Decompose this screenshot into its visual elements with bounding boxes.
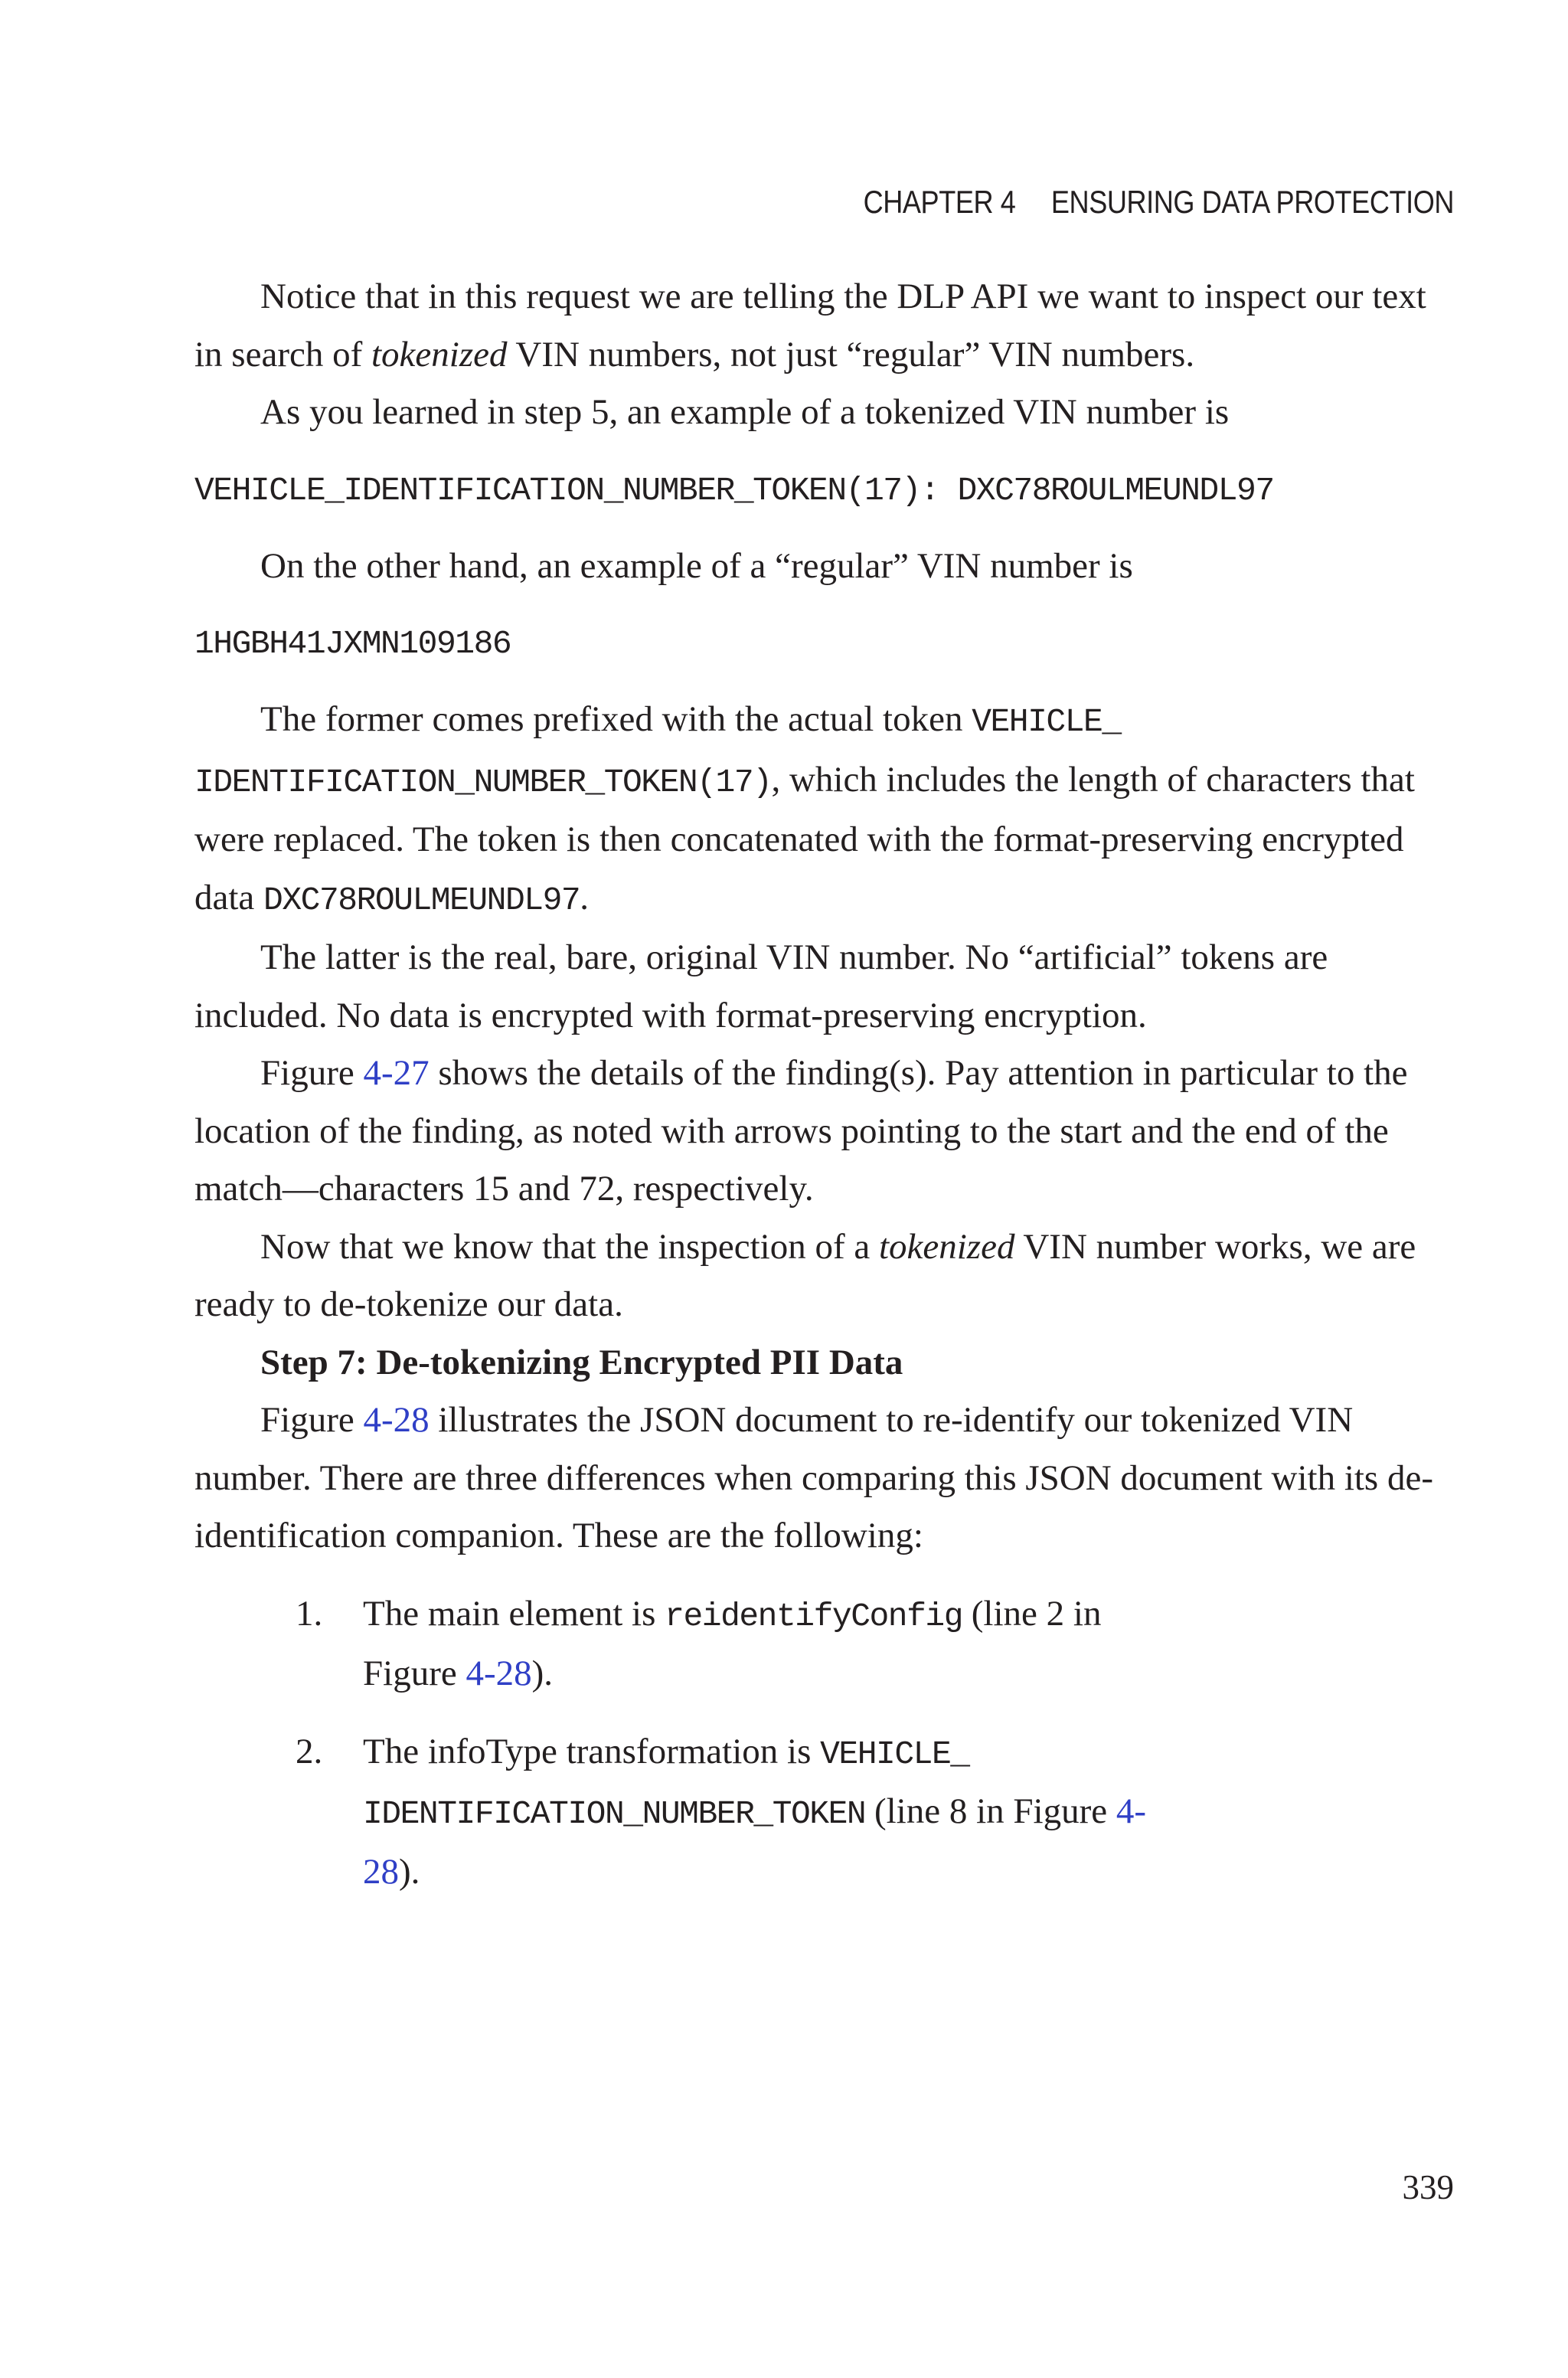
list-number: 1.: [296, 1593, 323, 1634]
text-run: (line 2 in Figure: [363, 1593, 1102, 1693]
running-head: [864, 184, 1454, 221]
inline-code: IDENTIFICATION_NUMBER_TOKEN: [363, 1795, 866, 1833]
code-example-regular: 1HGBH41JXMN109186: [194, 625, 511, 662]
text-run: Figure: [260, 1053, 364, 1093]
figure-link-4-28[interactable]: 4-28: [466, 1653, 532, 1693]
text-run: The main element is: [363, 1593, 665, 1634]
text-run: ).: [531, 1653, 554, 1693]
text-run: .: [580, 877, 589, 918]
step-heading: Step 7: De-tokenizing Encrypted PII Data: [260, 1342, 903, 1382]
paragraph-6: [194, 1045, 1454, 1218]
paragraph-8: [194, 1392, 1454, 1565]
list-item: [194, 1585, 1174, 1703]
list-number: 2.: [296, 1731, 323, 1771]
body-text: [194, 268, 1454, 1921]
code-example-tokenized: VEHICLE_IDENTIFICATION_NUMBER_TOKEN(17): DXC78ROULMEUNDL97: [194, 471, 1274, 509]
emphasis: tokenized: [371, 334, 508, 375]
paragraph-2: As you learned in step 5, an example of a tokenized VIN number is: [260, 392, 1230, 432]
chapter-label: CHAPTER 4: [863, 184, 1016, 220]
text-run: Notice that in this request we are telling the DLP API we want to inspect our text in search of: [194, 276, 1426, 375]
inline-code: VEHICLE_: [820, 1735, 969, 1773]
text-run: The former comes prefixed with the actual token: [260, 699, 972, 739]
text-run: The infoType transformation is: [363, 1731, 821, 1771]
inline-code: IDENTIFICATION_NUMBER_TOKEN(17): [194, 763, 772, 801]
text-run: ).: [399, 1851, 420, 1892]
paragraph-4: [194, 691, 1454, 929]
paragraph-5: The latter is the real, bare, original VIN number. No “artificial” tokens are included. No data is encrypted with format-preserving encryption.: [194, 937, 1328, 1035]
inline-code: DXC78ROULMEUNDL97: [263, 881, 580, 919]
inline-code: reidentifyConfig: [665, 1597, 963, 1635]
text-run: illustrates the JSON document to re-identify our tokenized VIN number. There are three differences when comparing this JSON document with its de-identification companion. These are the following:: [194, 1400, 1433, 1555]
paragraph-1: [194, 268, 1454, 384]
paragraph-3: On the other hand, an example of a “regular” VIN number is: [260, 545, 1133, 586]
emphasis: tokenized: [878, 1226, 1015, 1267]
page-number: 339: [1402, 2168, 1454, 2206]
text-run: shows the details of the finding(s). Pay attention in particular to the location of the finding, as noted with arrows pointing to the start and the end of the match—characters 15 and 72, respectively.: [194, 1053, 1408, 1209]
differences-list: [194, 1585, 1454, 1902]
chapter-title: ENSURING DATA PROTECTION: [1050, 184, 1454, 220]
figure-link-4-27[interactable]: 4-27: [363, 1053, 430, 1093]
figure-link-4-28[interactable]: 4-28: [363, 1791, 1147, 1892]
text-run: Now that we know that the inspection of a: [260, 1226, 879, 1267]
book-page: [194, 0, 1454, 2378]
figure-link-4-28[interactable]: 4-28: [363, 1400, 430, 1440]
list-item: [194, 1723, 1174, 1902]
text-run: (line 8 in Figure: [865, 1791, 1116, 1831]
text-run: , which includes the length of characters that were replaced. The token is then concatenated with the format-preserving encrypted data: [194, 759, 1415, 918]
text-run: VIN numbers, not just “regular” VIN numbers.: [507, 334, 1195, 375]
paragraph-7: [194, 1218, 1454, 1334]
text-run: Figure: [260, 1400, 364, 1440]
text-run: VIN number works, we are ready to de-tokenize our data.: [194, 1226, 1416, 1324]
inline-code: VEHICLE_: [972, 703, 1121, 741]
